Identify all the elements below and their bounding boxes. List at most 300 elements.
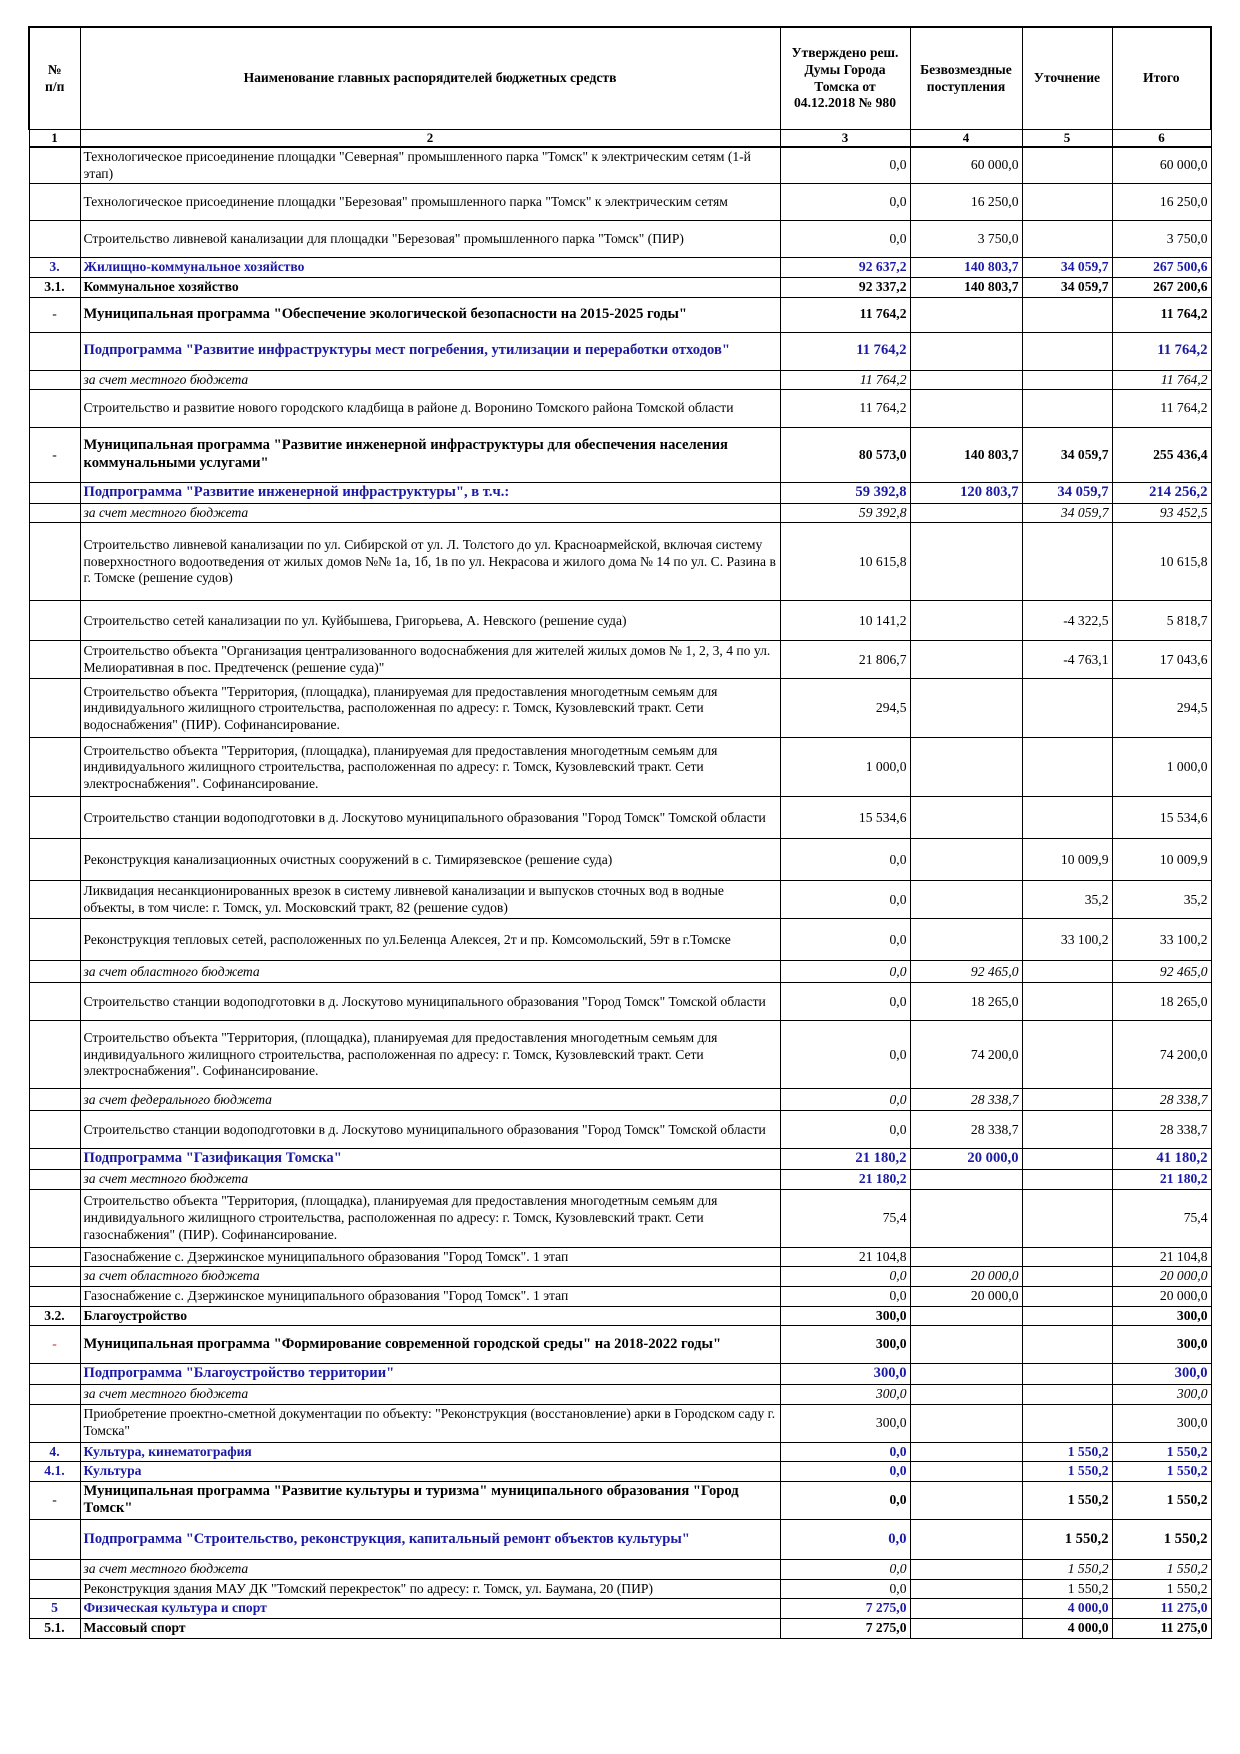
clarification-cell [1022,1267,1112,1287]
row-name-cell: Строительство объекта "Территория, (площадка), планируемая для предоставления многодетным семьям для индивидуального жилищного строительства, расположенная по адресу: г. Томск, Кузовлевский тракт. Сети газоснабжения" (ПИР). Софинансирование. [80,1189,780,1247]
total-cell: 11 764,2 [1112,297,1211,332]
total-cell: 300,0 [1112,1306,1211,1326]
table-row [29,370,1211,390]
approved-cell: 59 392,8 [780,503,910,523]
approved-cell: 21 806,7 [780,641,910,679]
clarification-cell [1022,1089,1112,1111]
approved-cell: 0,0 [780,1287,910,1307]
grants-cell [910,738,1022,797]
grants-cell [910,1170,1022,1190]
approved-cell: 11 764,2 [780,390,910,428]
table-row [29,1560,1211,1580]
approved-cell: 0,0 [780,1520,910,1560]
clarification-cell [1022,1326,1112,1364]
total-cell: 74 200,0 [1112,1021,1211,1089]
clarification-cell: 1 550,2 [1022,1442,1112,1462]
clarification-cell: 34 059,7 [1022,428,1112,483]
approved-cell: 0,0 [780,983,910,1021]
grants-cell: 28 338,7 [910,1089,1022,1111]
approved-cell: 0,0 [780,1462,910,1482]
row-number-cell [29,1170,80,1190]
total-cell: 17 043,6 [1112,641,1211,679]
approved-cell: 0,0 [780,221,910,258]
total-cell: 1 550,2 [1112,1560,1211,1580]
approved-cell: 0,0 [780,839,910,881]
approved-cell: 59 392,8 [780,483,910,504]
table-row [29,983,1211,1021]
row-name-cell: Газоснабжение с. Дзержинское муниципального образования "Город Томск". 1 этап [80,1247,780,1267]
grants-cell: 3 750,0 [910,221,1022,258]
row-name-cell: Подпрограмма "Газификация Томска" [80,1149,780,1170]
column-number: 1 [29,130,80,147]
table-row [29,1364,1211,1385]
approved-cell: 0,0 [780,1267,910,1287]
row-number-cell [29,221,80,258]
total-cell: 267 500,6 [1112,258,1211,278]
approved-cell: 0,0 [780,1481,910,1520]
clarification-cell: 4 000,0 [1022,1619,1112,1639]
total-cell: 33 100,2 [1112,919,1211,961]
grants-cell: 140 803,7 [910,277,1022,297]
row-number-cell [29,1089,80,1111]
grants-cell [910,1189,1022,1247]
column-number: 5 [1022,130,1112,147]
grants-cell [910,1364,1022,1385]
total-cell: 1 550,2 [1112,1442,1211,1462]
clarification-cell: 10 009,9 [1022,839,1112,881]
grants-cell [910,1520,1022,1560]
table-row [29,428,1211,483]
grants-cell: 20 000,0 [910,1287,1022,1307]
row-number-cell [29,147,80,184]
approved-cell: 10 615,8 [780,523,910,601]
approved-cell: 92 337,2 [780,277,910,297]
row-name-cell: Благоустройство [80,1306,780,1326]
row-number-cell [29,1520,80,1560]
grants-cell: 20 000,0 [910,1267,1022,1287]
grants-cell [910,370,1022,390]
row-name-cell: Строительство станции водоподготовки в д. Лоскутово муниципального образования "Город Томск" Томской области [80,1111,780,1149]
total-cell: 11 764,2 [1112,370,1211,390]
header-grants: Безвозмездные поступления [910,27,1022,130]
clarification-cell [1022,1404,1112,1442]
header-row [29,27,1211,130]
row-number-cell [29,184,80,221]
approved-cell: 300,0 [780,1306,910,1326]
row-name-cell: Приобретение проектно-сметной документации по объекту: "Реконструкция (восстановление) арки в Городском саду г. Томска" [80,1404,780,1442]
clarification-cell: -4 322,5 [1022,601,1112,641]
approved-cell: 11 764,2 [780,370,910,390]
grants-cell [910,1326,1022,1364]
total-cell: 294,5 [1112,679,1211,738]
table-row [29,881,1211,919]
total-cell: 10 615,8 [1112,523,1211,601]
approved-cell: 0,0 [780,1111,910,1149]
table-row [29,1384,1211,1404]
table-row [29,1189,1211,1247]
clarification-cell [1022,1247,1112,1267]
table-row [29,332,1211,370]
row-number-cell: - [29,1481,80,1520]
grants-cell [910,919,1022,961]
table-row [29,258,1211,278]
row-name-cell: Массовый спорт [80,1619,780,1639]
row-number-cell [29,1247,80,1267]
table-row [29,1481,1211,1520]
grants-cell [910,1481,1022,1520]
column-number: 4 [910,130,1022,147]
row-number-cell [29,1287,80,1307]
row-name-cell: за счет местного бюджета [80,1170,780,1190]
clarification-cell [1022,184,1112,221]
row-number-cell [29,738,80,797]
table-row [29,1599,1211,1619]
table-row [29,1462,1211,1482]
row-number-cell: 3.2. [29,1306,80,1326]
grants-cell [910,523,1022,601]
clarification-cell: 34 059,7 [1022,277,1112,297]
approved-cell: 300,0 [780,1364,910,1385]
row-number-cell [29,881,80,919]
row-name-cell: Строительство ливневой канализации для площадки "Березовая" промышленного парка "Томск" (ПИР) [80,221,780,258]
clarification-cell [1022,738,1112,797]
row-name-cell: за счет местного бюджета [80,503,780,523]
header-approved: Утверждено реш. Думы Города Томска от 04.12.2018 № 980 [780,27,910,130]
row-name-cell: за счет областного бюджета [80,1267,780,1287]
table-row [29,961,1211,983]
table-row [29,1111,1211,1149]
row-name-cell: Физическая культура и спорт [80,1599,780,1619]
total-cell: 60 000,0 [1112,147,1211,184]
total-cell: 300,0 [1112,1404,1211,1442]
table-row [29,679,1211,738]
table-row [29,839,1211,881]
grants-cell [910,1462,1022,1482]
row-name-cell: Строительство станции водоподготовки в д. Лоскутово муниципального образования "Город Томск" Томской области [80,797,780,839]
clarification-cell [1022,1306,1112,1326]
table-row [29,1306,1211,1326]
total-cell: 28 338,7 [1112,1111,1211,1149]
total-cell: 41 180,2 [1112,1149,1211,1170]
clarification-cell [1022,679,1112,738]
total-cell: 1 550,2 [1112,1520,1211,1560]
table-row [29,1149,1211,1170]
grants-cell: 28 338,7 [910,1111,1022,1149]
table-row [29,1170,1211,1190]
row-number-cell [29,1560,80,1580]
row-name-cell: Подпрограмма "Развитие инженерной инфраструктуры", в т.ч.: [80,483,780,504]
grants-cell [910,1599,1022,1619]
row-name-cell: Строительство объекта "Организация централизованного водоснабжения для жителей жилых домов № 1, 2, 3, 4 по ул. Мелиоративная в пос. Предтеченск (решение суда)" [80,641,780,679]
row-number-cell [29,370,80,390]
clarification-cell [1022,961,1112,983]
total-cell: 21 180,2 [1112,1170,1211,1190]
clarification-cell: -4 763,1 [1022,641,1112,679]
row-number-cell: 5 [29,1599,80,1619]
row-name-cell: Реконструкция здания МАУ ДК "Томский перекресток" по адресу: г. Томск, ул. Баумана, 20 (ПИР) [80,1579,780,1599]
row-name-cell: за счет местного бюджета [80,1384,780,1404]
clarification-cell: 34 059,7 [1022,483,1112,504]
column-number-row [29,130,1211,147]
total-cell: 1 550,2 [1112,1481,1211,1520]
total-cell: 267 200,6 [1112,277,1211,297]
grants-cell [910,332,1022,370]
total-cell: 15 534,6 [1112,797,1211,839]
row-name-cell: Муниципальная программа "Обеспечение экологической безопасности на 2015-2025 годы" [80,297,780,332]
total-cell: 300,0 [1112,1364,1211,1385]
row-name-cell: Подпрограмма "Развитие инфраструктуры мест погребения, утилизации и переработки отходов" [80,332,780,370]
grants-cell [910,1579,1022,1599]
row-number-cell [29,1267,80,1287]
table-row [29,601,1211,641]
table-row [29,221,1211,258]
row-number-cell [29,919,80,961]
grants-cell [910,1560,1022,1580]
row-number-cell: 4. [29,1442,80,1462]
table-row [29,641,1211,679]
clarification-cell [1022,297,1112,332]
grants-cell [910,839,1022,881]
grants-cell: 18 265,0 [910,983,1022,1021]
clarification-cell [1022,147,1112,184]
row-number-cell [29,483,80,504]
row-number-cell: - [29,297,80,332]
table-row [29,1326,1211,1364]
row-name-cell: Строительство объекта "Территория, (площадка), планируемая для предоставления многодетным семьям для индивидуального жилищного строительства, расположенная по адресу: г. Томск, Кузовлевский тракт. Сети электроснабжения". Софинансирование. [80,1021,780,1089]
total-cell: 1 550,2 [1112,1579,1211,1599]
row-number-cell: - [29,428,80,483]
row-name-cell: Технологическое присоединение площадки "Березовая" промышленного парка "Томск" к электрическим сетям [80,184,780,221]
row-number-cell [29,1384,80,1404]
total-cell: 300,0 [1112,1326,1211,1364]
row-name-cell: за счет областного бюджета [80,961,780,983]
row-name-cell: Строительство сетей канализации по ул. Куйбышева, Григорьева, А. Невского (решение суда) [80,601,780,641]
row-name-cell: Жилищно-коммунальное хозяйство [80,258,780,278]
row-name-cell: Подпрограмма "Благоустройство территории" [80,1364,780,1385]
row-number-cell [29,1404,80,1442]
table-row [29,147,1211,184]
row-number-cell: - [29,1326,80,1364]
clarification-cell [1022,332,1112,370]
approved-cell: 21 104,8 [780,1247,910,1267]
clarification-cell [1022,390,1112,428]
header-no: № п/п [29,27,80,130]
total-cell: 35,2 [1112,881,1211,919]
approved-cell: 0,0 [780,1579,910,1599]
row-number-cell [29,390,80,428]
table-row [29,1619,1211,1639]
table-row [29,1404,1211,1442]
approved-cell: 11 764,2 [780,332,910,370]
grants-cell: 120 803,7 [910,483,1022,504]
total-cell: 1 000,0 [1112,738,1211,797]
grants-cell [910,1404,1022,1442]
row-number-cell [29,1189,80,1247]
grants-cell [910,1306,1022,1326]
row-number-cell [29,679,80,738]
approved-cell: 0,0 [780,919,910,961]
row-name-cell: Культура [80,1462,780,1482]
table-row [29,1520,1211,1560]
clarification-cell: 1 550,2 [1022,1481,1112,1520]
row-number-cell [29,641,80,679]
approved-cell: 92 637,2 [780,258,910,278]
row-name-cell: Строительство и развитие нового городского кладбища в районе д. Воронино Томского района Томской области [80,390,780,428]
clarification-cell: 33 100,2 [1022,919,1112,961]
table-row [29,1442,1211,1462]
approved-cell: 80 573,0 [780,428,910,483]
row-number-cell [29,601,80,641]
approved-cell: 0,0 [780,1021,910,1089]
grants-cell: 60 000,0 [910,147,1022,184]
approved-cell: 7 275,0 [780,1619,910,1639]
row-name-cell: за счет местного бюджета [80,370,780,390]
clarification-cell [1022,983,1112,1021]
table-row [29,1247,1211,1267]
row-number-cell [29,1111,80,1149]
clarification-cell: 35,2 [1022,881,1112,919]
clarification-cell [1022,1384,1112,1404]
row-number-cell [29,1579,80,1599]
clarification-cell [1022,797,1112,839]
clarification-cell [1022,1111,1112,1149]
row-name-cell: Строительство объекта "Территория, (площадка), планируемая для предоставления многодетным семьям для индивидуального жилищного строительства, расположенная по адресу: г. Томск, Кузовлевский тракт. Сети водоснабжения" (ПИР). Софинансирование. [80,679,780,738]
row-number-cell [29,523,80,601]
total-cell: 10 009,9 [1112,839,1211,881]
clarification-cell [1022,1021,1112,1089]
row-name-cell: Муниципальная программа "Формирование современной городской среды" на 2018-2022 годы" [80,1326,780,1364]
total-cell: 1 550,2 [1112,1462,1211,1482]
grants-cell: 20 000,0 [910,1149,1022,1170]
approved-cell: 0,0 [780,1089,910,1111]
table-row [29,277,1211,297]
row-number-cell: 4.1. [29,1462,80,1482]
total-cell: 300,0 [1112,1384,1211,1404]
total-cell: 11 275,0 [1112,1599,1211,1619]
total-cell: 11 764,2 [1112,332,1211,370]
row-name-cell: Муниципальная программа "Развитие инженерной инфраструктуры для обеспечения населения коммунальными услугами" [80,428,780,483]
table-row [29,1267,1211,1287]
approved-cell: 1 000,0 [780,738,910,797]
row-name-cell: Культура, кинематография [80,1442,780,1462]
row-name-cell: Реконструкция канализационных очистных сооружений в с. Тимирязевское (решение суда) [80,839,780,881]
approved-cell: 10 141,2 [780,601,910,641]
total-cell: 18 265,0 [1112,983,1211,1021]
table-row [29,1089,1211,1111]
row-number-cell [29,503,80,523]
row-name-cell: Муниципальная программа "Развитие культуры и туризма" муниципального образования "Город Томск" [80,1481,780,1520]
approved-cell: 0,0 [780,961,910,983]
grants-cell: 92 465,0 [910,961,1022,983]
approved-cell: 7 275,0 [780,1599,910,1619]
grants-cell [910,390,1022,428]
clarification-cell: 34 059,7 [1022,503,1112,523]
approved-cell: 21 180,2 [780,1170,910,1190]
row-number-cell: 5.1. [29,1619,80,1639]
row-name-cell: Ликвидация несанкционированных врезок в систему ливневой канализации и выпусков сточных вод в водные объекты, в том числе: г. Томск, ул. Московский тракт, 82 (решение судов) [80,881,780,919]
grants-cell: 140 803,7 [910,258,1022,278]
total-cell: 11 275,0 [1112,1619,1211,1639]
total-cell: 5 818,7 [1112,601,1211,641]
total-cell: 16 250,0 [1112,184,1211,221]
row-number-cell [29,839,80,881]
approved-cell: 0,0 [780,1560,910,1580]
clarification-cell [1022,523,1112,601]
clarification-cell: 1 550,2 [1022,1520,1112,1560]
row-number-cell [29,1364,80,1385]
total-cell: 20 000,0 [1112,1267,1211,1287]
clarification-cell [1022,1287,1112,1307]
grants-cell [910,601,1022,641]
grants-cell [910,503,1022,523]
total-cell: 92 465,0 [1112,961,1211,983]
clarification-cell [1022,1189,1112,1247]
row-name-cell: Строительство объекта "Территория, (площадка), планируемая для предоставления многодетным семьям для индивидуального жилищного строительства, расположенная по адресу: г. Томск, Кузовлевский тракт. Сети электроснабжения". Софинансирование. [80,738,780,797]
approved-cell: 0,0 [780,147,910,184]
header-name: Наименование главных распорядителей бюджетных средств [80,27,780,130]
column-number: 6 [1112,130,1211,147]
grants-cell: 140 803,7 [910,428,1022,483]
table-row [29,483,1211,504]
header-total: Итого [1112,27,1211,130]
grants-cell [910,679,1022,738]
clarification-cell: 1 550,2 [1022,1560,1112,1580]
total-cell: 28 338,7 [1112,1089,1211,1111]
clarification-cell: 4 000,0 [1022,1599,1112,1619]
approved-cell: 15 534,6 [780,797,910,839]
table-row [29,297,1211,332]
row-number-cell [29,1021,80,1089]
approved-cell: 11 764,2 [780,297,910,332]
table-row [29,184,1211,221]
approved-cell: 0,0 [780,1442,910,1462]
grants-cell [910,797,1022,839]
table-row [29,390,1211,428]
grants-cell: 74 200,0 [910,1021,1022,1089]
row-number-cell: 3. [29,258,80,278]
total-cell: 255 436,4 [1112,428,1211,483]
row-name-cell: Коммунальное хозяйство [80,277,780,297]
clarification-cell [1022,1149,1112,1170]
approved-cell: 21 180,2 [780,1149,910,1170]
row-number-cell [29,961,80,983]
row-name-cell: Подпрограмма "Строительство, реконструкция, капитальный ремонт объектов культуры" [80,1520,780,1560]
total-cell: 214 256,2 [1112,483,1211,504]
column-number: 3 [780,130,910,147]
clarification-cell [1022,1364,1112,1385]
grants-cell [910,1384,1022,1404]
total-cell: 20 000,0 [1112,1287,1211,1307]
row-number-cell [29,1149,80,1170]
table-row [29,1579,1211,1599]
total-cell: 11 764,2 [1112,390,1211,428]
row-name-cell: Строительство ливневой канализации по ул. Сибирской от ул. Л. Толстого до ул. Красноармейской, включая систему поверхностного водоотведения от жилых домов №№ 1а, 1б, 1в по ул. Некрасова и жилого дома № 14 по ул. С. Разина в г. Томске (решение судов) [80,523,780,601]
table-row [29,503,1211,523]
clarification-cell [1022,370,1112,390]
approved-cell: 300,0 [780,1404,910,1442]
table-row [29,1287,1211,1307]
row-name-cell: Газоснабжение с. Дзержинское муниципального образования "Город Томск". 1 этап [80,1287,780,1307]
grants-cell [910,1247,1022,1267]
clarification-cell: 1 550,2 [1022,1579,1112,1599]
table-body [29,147,1211,1638]
total-cell: 75,4 [1112,1189,1211,1247]
grants-cell [910,1619,1022,1639]
clarification-cell [1022,221,1112,258]
approved-cell: 294,5 [780,679,910,738]
column-number: 2 [80,130,780,147]
clarification-cell: 34 059,7 [1022,258,1112,278]
